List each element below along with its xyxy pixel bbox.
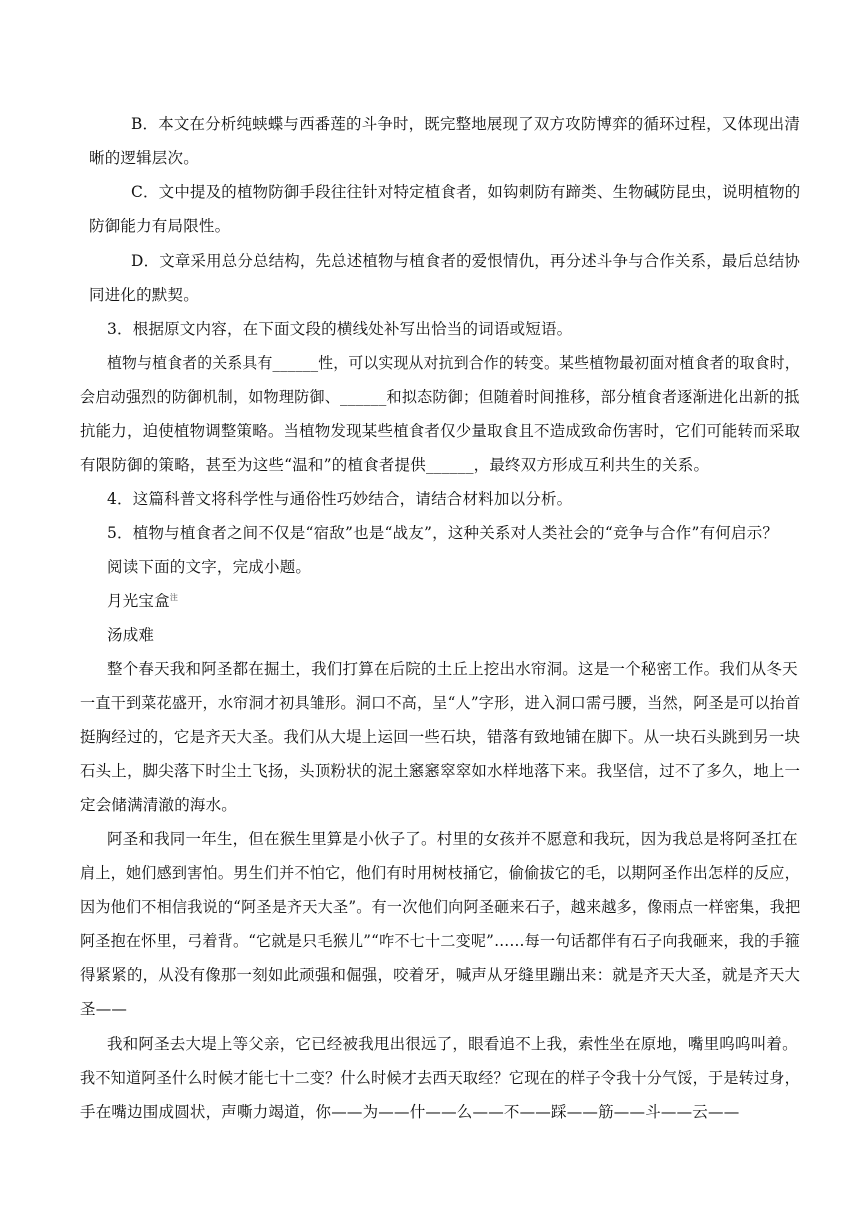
option-b-line-2: 晰的逻辑层次。 <box>89 149 199 167</box>
question-3-passage-line-2: 会启动强烈的防御机制，如物理防御、______和拟态防御；但随着时间推移，部分植食者逐渐进化出新的抵 <box>80 388 800 406</box>
question-3: 3．根据原文内容，在下面文段的横线处补写出恰当的词语或短语。 <box>107 320 573 338</box>
article-p3-line-2: 我不知道阿圣什么时候才能七十二变？什么时候才去西天取经？它现在的样子令我十分气馁，于是转过身， <box>80 1069 800 1087</box>
option-b-line-1: B．本文在分析纯蛱蝶与西番莲的斗争时，既完整地展现了双方攻防博弈的循环过程，又体现出清 <box>131 115 800 133</box>
article-p2-line-5: 得紧紧的，从没有像那一刻如此顽强和倔强，咬着牙，喊声从牙缝里蹦出来：就是齐天大圣，就是齐天大 <box>80 966 801 984</box>
article-p2-line-1: 阿圣和我同一年生，但在猴生里算是小伙子了。村里的女孩并不愿意和我玩，因为我总是将阿圣扛在 <box>107 830 798 848</box>
article-p3-line-1: 我和阿圣去大堤上等父亲，它已经被我甩出很远了，眼看追不上我，索性坐在原地，嘴里呜呜叫着。 <box>107 1035 798 1053</box>
article-p1-line-1: 整个春天我和阿圣都在掘土，我们打算在后院的土丘上挖出水帘洞。这是一个秘密工作。我们从冬天 <box>107 660 798 678</box>
article-title <box>107 591 178 611</box>
article-author: 汤成难 <box>107 626 155 644</box>
article-p1-line-5: 定会储满清澈的海水。 <box>80 796 238 814</box>
option-c-line-1: C．文中提及的植物防御手段往往针对特定植食者，如钩刺防有蹄类、生物碱防昆虫，说明植物的 <box>131 183 801 201</box>
article-p3-line-3: 手在嘴边围成圆状，声嘶力竭道，你——为——什——么——不——踩——筋——斗——云—— <box>80 1103 740 1121</box>
article-p1-line-2: 一直干到菜花盛开，水帘洞才初具雏形。洞口不高，呈“人”字形，进入洞口需弓腰，当然，阿圣是可以抬首 <box>80 694 801 712</box>
article-p2-line-2: 肩上，她们感到害怕。男生们并不怕它，他们有时用树枝捅它，偷偷拔它的毛，以期阿圣作出怎样的反应， <box>80 864 800 882</box>
question-3-passage-line-3: 抗能力，迫使植物调整策略。当植物发现某些植食者仅少量取食且不造成致命伤害时，它们可能转而采取 <box>80 422 801 440</box>
reading-instruction: 阅读下面的文字，完成小题。 <box>107 558 312 576</box>
question-3-passage-line-1: 植物与植食者的关系具有______性，可以实现从对抗到合作的转变。某些植物最初面对植食者的取食时， <box>107 354 800 372</box>
article-p2-line-3: 因为他们不相信我说的“阿圣是齐天大圣”。有一次他们向阿圣砸来石子，越来越多，像雨点一样密集，我把 <box>80 898 801 916</box>
article-p1-line-4: 石头上，脚尖落下时尘土飞扬，头顶粉状的泥土窸窸窣窣如水样地落下来。我坚信，过不了多久，地上一 <box>80 762 801 780</box>
question-5: 5．植物与植食者之间不仅是“宿敌”也是“战友”，这种关系对人类社会的“竞争与合作”有何启示？ <box>107 524 779 542</box>
question-3-passage-line-4: 有限防御的策略，甚至为这些“温和”的植食者提供______，最终双方形成互利共生的关系。 <box>80 456 710 474</box>
option-d-line-2: 同进化的默契。 <box>89 286 199 304</box>
question-4: 4．这篇科普文将科学性与通俗性巧妙结合，请结合材料加以分析。 <box>107 490 573 508</box>
article-p2-line-6: 圣—— <box>80 1000 128 1018</box>
option-c-line-2: 防御能力有局限性。 <box>89 217 231 235</box>
article-title-note: 注 <box>169 592 179 602</box>
article-title-text: 月光宝盒 <box>107 592 170 610</box>
article-p1-line-3: 挺胸经过的，它是齐天大圣。我们从大堤上运回一些石块，错落有致地铺在脚下。从一块石头跳到另一块 <box>80 728 801 746</box>
option-d-line-1: D．文章采用总分总结构，先总述植物与植食者的爱恨情仇，再分述斗争与合作关系，最后总结协 <box>131 252 801 270</box>
article-p2-line-4: 阿圣抱在怀里，弓着背。“它就是只毛猴儿”“咋不七十二变呢”……每一句话都伴有石子向我砸来，我的手箍 <box>80 932 801 950</box>
